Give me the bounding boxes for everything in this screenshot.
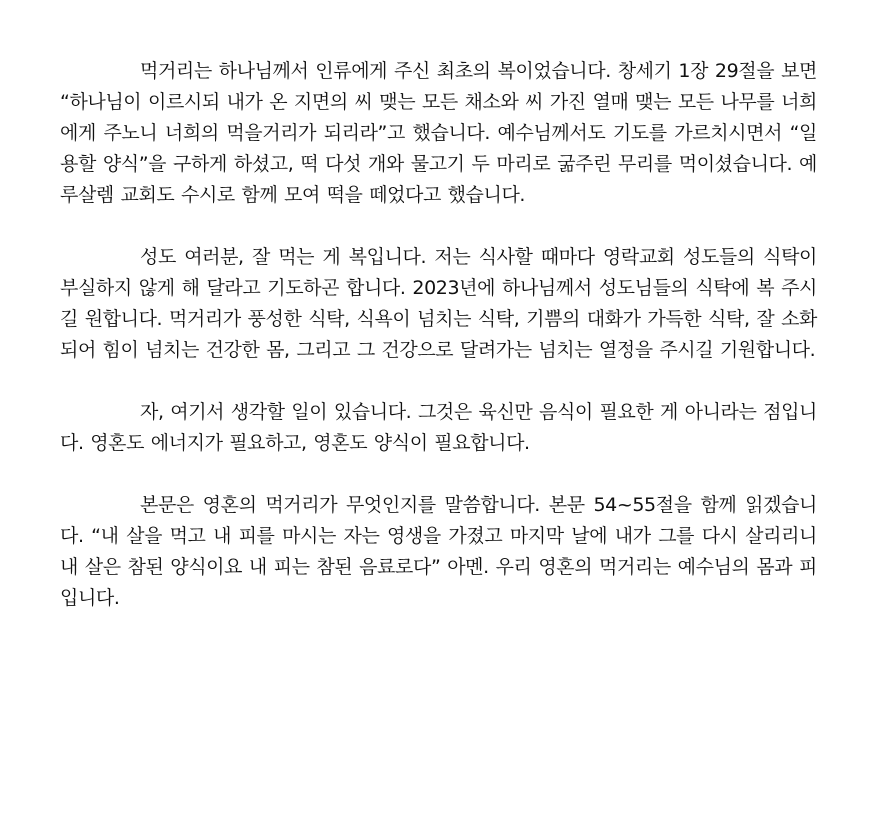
paragraph-2: 성도 여러분, 잘 먹는 게 복입니다. 저는 식사할 때마다 영락교회 성도들의 식탁이 부실하지 않게 해 달라고 기도하곤 합니다. 2023년에 하나님께서 성도님들의 식탁에 복 주시길 원합니다. 먹거리가 풍성한 식탁, 식욕이 넘치는 식탁, 기쁨의 대화가 가득한 식탁, 잘 소화되어 힘이 넘치는 건강한 몸, 그리고 그 건강으로 달려가는 넘치는 열정을 주시길 기원합니다.: [60, 246, 817, 361]
paragraph-4: 본문은 영혼의 먹거리가 무엇인지를 말씀합니다. 본문 54~55절을 함께 읽겠습니다. “내 살을 먹고 내 피를 마시는 자는 영생을 가졌고 마지막 날에 내가 그를 다시 살리리니 내 살은 참된 양식이요 내 피는 참된 음료로다” 아멘. 우리 영혼의 먹거리는 예수님의 몸과 피입니다.: [60, 494, 817, 609]
paragraph-1: 먹거리는 하나님께서 인류에게 주신 최초의 복이었습니다. 창세기 1장 29절을 보면 “하나님이 이르시되 내가 온 지면의 씨 맺는 모든 채소와 씨 가진 열매 맺는 모든 나무를 너희에게 주노니 너희의 먹을거리가 되리라”고 했습니다. 예수님께서도 기도를 가르치시면서 “일용할 양식”을 구하게 하셨고, 떡 다섯 개와 물고기 두 마리로 굶주린 무리를 먹이셨습니다. 예루살렘 교회도 수시로 함께 모여 떡을 떼었다고 했습니다.: [60, 60, 817, 206]
document-body: [60, 56, 817, 614]
paragraph-3: 자, 여기서 생각할 일이 있습니다. 그것은 육신만 음식이 필요한 게 아니라는 점입니다. 영혼도 에너지가 필요하고, 영혼도 양식이 필요합니다.: [60, 401, 817, 454]
